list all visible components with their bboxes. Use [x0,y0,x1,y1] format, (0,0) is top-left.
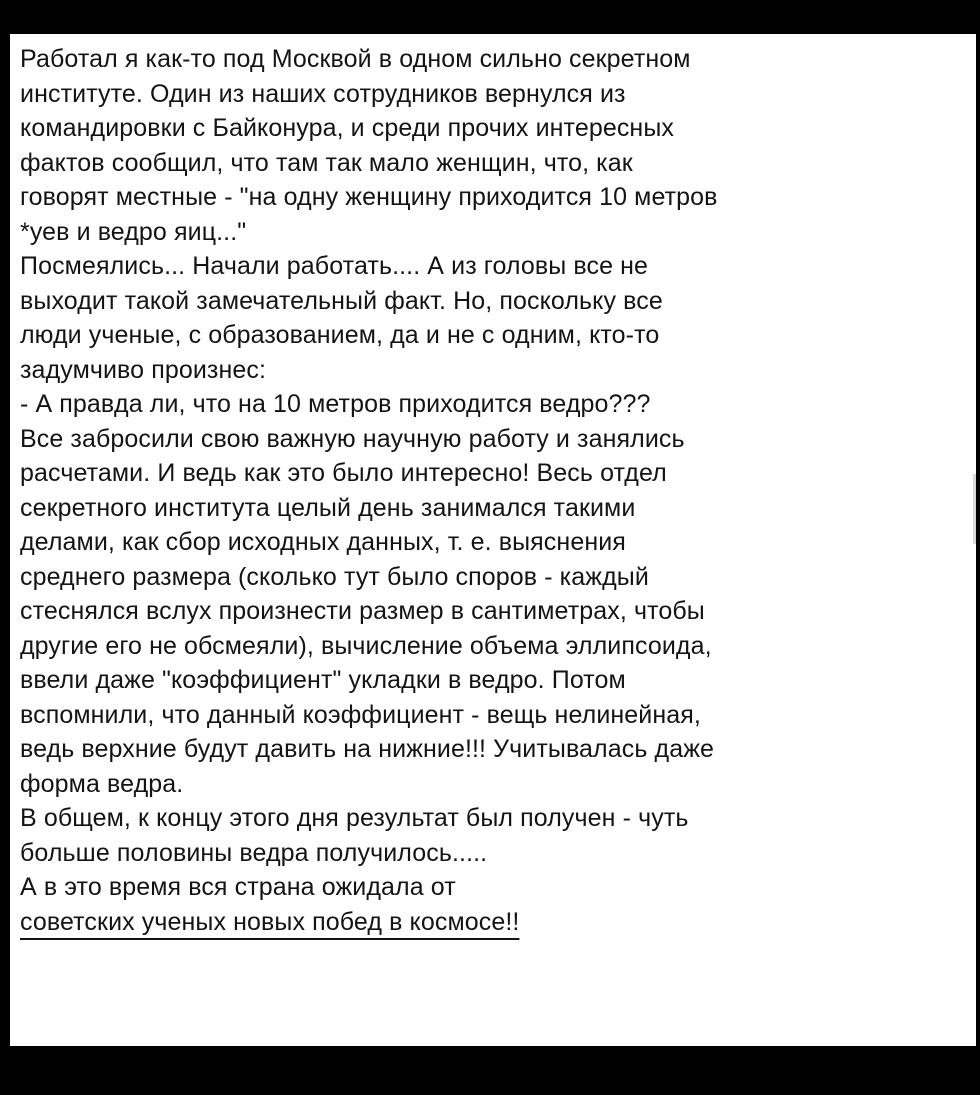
text-line: Работал я как-то под Москвой в одном сильно секретном [20,45,691,73]
text-line: делами, как сбор исходных данных, т. е. выяснения [20,528,626,556]
text-line: Посмеялись... Начали работать.... А из головы все не [20,252,649,280]
text-line: расчетами. И ведь как это было интересно! Весь отдел [20,459,667,487]
text-line: институте. Один из наших сотрудников вернулся из [20,79,626,108]
text-line: секретного института целый день занимался такими [20,493,636,522]
text-line: - А правда ли, что на 10 метров приходится ведро??? [20,390,651,418]
text-line: другие его не обсмеяли), вычисление объема эллипсоида, [20,631,712,660]
text-line: вспомнили, что данный коэффициент - вещь нелинейная, [20,700,701,729]
story-text [20,42,975,939]
text-line: ведь верхние будут давить на нижние!!! Учитывалась даже [20,735,715,763]
text-line: говорят местные - "на одну женщину приходится 10 метров [20,183,718,211]
text-line: *уев и ведро яиц..." [20,217,247,246]
text-line: Все забросили свою важную научную работу и занялись [20,424,685,453]
text-line-last: советских ученых новых побед в космосе!! [20,907,520,936]
text-line: В общем, к концу этого дня результат был получен - чуть [20,804,689,832]
edge-artifact [973,474,976,544]
text-line: стеснялся вслух произнести размер в сантиметрах, чтобы [20,597,705,625]
text-line: больше половины ведра получилось..... [20,838,488,867]
text-line: среднего размера (сколько тут было споров - каждый [20,562,649,591]
text-line: задумчиво произнес: [20,355,267,384]
text-card [10,34,976,1046]
text-line: фактов сообщил, что там так мало женщин, что, как [20,148,633,177]
text-line: выходит такой замечательный факт. Но, поскольку все [20,286,663,315]
text-line: А в это время вся страна ожидала от [20,873,456,901]
text-line: ввели даже "коэффициент" укладки в ведро. Потом [20,666,626,694]
text-line: форма ведра. [20,769,184,798]
text-line: командировки с Байконура, и среди прочих интересных [20,114,675,142]
text-line: люди ученые, с образованием, да и не с одним, кто-то [20,321,660,349]
